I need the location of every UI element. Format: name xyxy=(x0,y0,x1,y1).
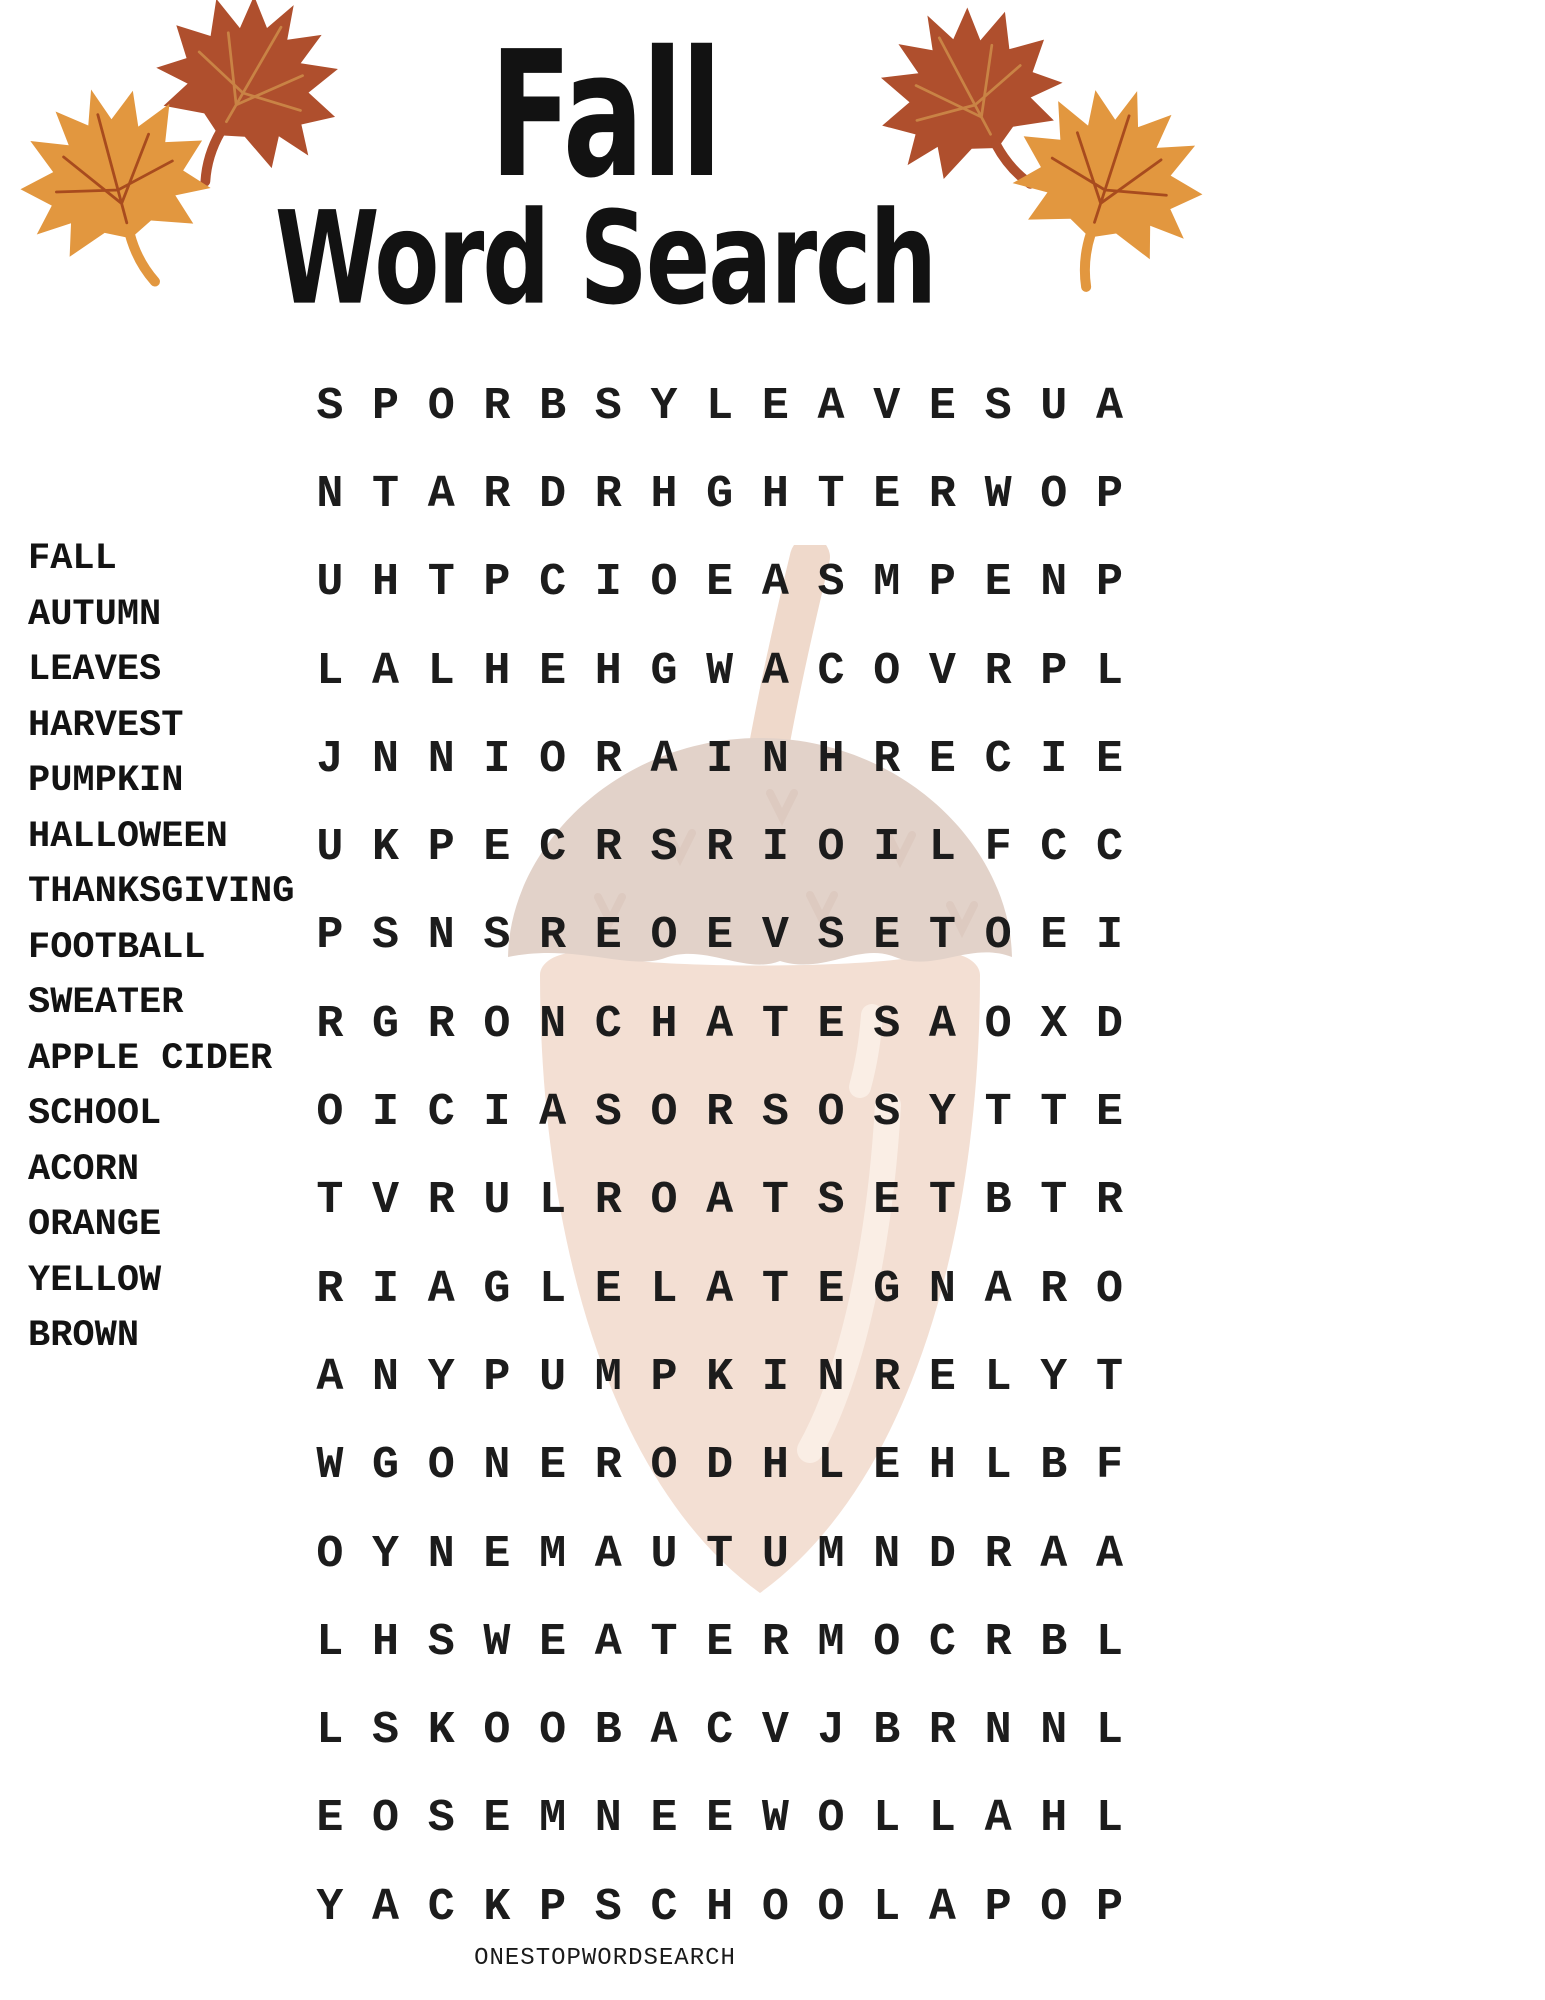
grid-cell: H xyxy=(761,468,789,520)
grid-cell: Y xyxy=(316,1881,344,1933)
grid-cell: W xyxy=(316,1440,344,1492)
grid-cell: P xyxy=(1095,1881,1123,1933)
grid-cell: E xyxy=(873,910,901,962)
grid-cell: E xyxy=(928,733,956,785)
grid-cell: P xyxy=(483,1351,511,1403)
grid-cell: T xyxy=(928,1175,956,1227)
grid-cell: U xyxy=(539,1351,567,1403)
grid-cell: C xyxy=(1040,822,1068,874)
word-list-item: FALL xyxy=(28,538,117,580)
grid-cell: R xyxy=(873,733,901,785)
grid-cell: G xyxy=(650,645,678,697)
grid-cell: O xyxy=(650,1087,678,1139)
grid-cell: I xyxy=(372,1087,400,1139)
grid-cell: B xyxy=(873,1705,901,1757)
grid-cell: C xyxy=(427,1881,455,1933)
grid-cell: R xyxy=(483,380,511,432)
grid-cell: R xyxy=(594,468,622,520)
grid-cell: I xyxy=(483,733,511,785)
grid-cell: C xyxy=(650,1881,678,1933)
grid-cell: R xyxy=(928,1705,956,1757)
grid-cell: A xyxy=(1095,380,1123,432)
grid-cell: O xyxy=(539,1705,567,1757)
grid-cell: I xyxy=(1095,910,1123,962)
grid-cell: R xyxy=(594,733,622,785)
grid-cell: E xyxy=(1040,910,1068,962)
grid-cell: A xyxy=(1040,1528,1068,1580)
grid-cell: D xyxy=(539,468,567,520)
grid-cell: I xyxy=(372,1263,400,1315)
grid-cell: S xyxy=(984,380,1012,432)
grid-cell: O xyxy=(873,1616,901,1668)
grid-cell: N xyxy=(316,468,344,520)
grid-cell: E xyxy=(761,380,789,432)
page-title: Fall xyxy=(489,15,721,218)
grid-cell: T xyxy=(761,998,789,1050)
grid-cell: S xyxy=(372,910,400,962)
grid-cell: R xyxy=(316,998,344,1050)
footer-credit: ONESTOPWORDSEARCH xyxy=(474,1945,736,1972)
grid-cell: S xyxy=(873,1087,901,1139)
grid-cell: C xyxy=(539,557,567,609)
word-list-item: HARVEST xyxy=(28,704,184,747)
grid-cell: T xyxy=(427,557,455,609)
grid-cell: S xyxy=(483,910,511,962)
grid-cell: O xyxy=(817,822,845,874)
grid-cell: W xyxy=(761,1793,789,1845)
grid-cell: E xyxy=(984,557,1012,609)
grid-cell: E xyxy=(706,1793,734,1845)
grid-cell: E xyxy=(706,557,734,609)
grid-cell: A xyxy=(984,1793,1012,1845)
grid-cell: S xyxy=(372,1705,400,1757)
grid-cell: B xyxy=(539,380,567,432)
grid-cell: C xyxy=(706,1705,734,1757)
page-subtitle: Word Search xyxy=(274,185,936,334)
grid-cell: D xyxy=(1095,998,1123,1050)
grid-cell: T xyxy=(984,1087,1012,1139)
word-list-item: SCHOOL xyxy=(28,1093,162,1135)
grid-cell: S xyxy=(427,1616,455,1668)
grid-cell: C xyxy=(539,822,567,874)
grid-cell: I xyxy=(873,822,901,874)
grid-cell: E xyxy=(483,1793,511,1845)
grid-cell: E xyxy=(1095,1087,1123,1139)
grid-cell: O xyxy=(817,1881,845,1933)
grid-cell: S xyxy=(761,1087,789,1139)
letter-grid xyxy=(302,362,1137,1951)
grid-cell: U xyxy=(761,1528,789,1580)
grid-cell: M xyxy=(873,557,901,609)
grid-cell: I xyxy=(761,822,789,874)
grid-cell: L xyxy=(427,645,455,697)
grid-cell: S xyxy=(594,380,622,432)
grid-cell: E xyxy=(706,1616,734,1668)
grid-cell: O xyxy=(427,380,455,432)
grid-cell: N xyxy=(594,1793,622,1845)
word-list xyxy=(28,538,294,1371)
grid-cell: M xyxy=(594,1351,622,1403)
word-list-item: ORANGE xyxy=(28,1204,162,1246)
grid-cell: R xyxy=(594,1175,622,1227)
grid-cell: E xyxy=(873,468,901,520)
grid-cell: A xyxy=(706,1175,734,1227)
grid-cell: O xyxy=(483,998,511,1050)
word-list-item: BROWN xyxy=(28,1315,140,1357)
grid-cell: N xyxy=(483,1440,511,1492)
grid-cell: E xyxy=(650,1793,678,1845)
grid-cell: S xyxy=(594,1087,622,1139)
grid-cell: V xyxy=(761,1705,789,1757)
grid-cell: P xyxy=(316,910,344,962)
grid-cell: P xyxy=(984,1881,1012,1933)
grid-cell: O xyxy=(873,645,901,697)
grid-cell: N xyxy=(873,1528,901,1580)
grid-cell: O xyxy=(761,1881,789,1933)
word-list-item: THANKSGIVING xyxy=(28,871,295,913)
grid-cell: A xyxy=(427,1263,455,1315)
grid-cell: C xyxy=(1095,822,1123,874)
grid-cell: I xyxy=(761,1351,789,1403)
grid-cell: E xyxy=(594,910,622,962)
grid-cell: R xyxy=(1095,1175,1123,1227)
grid-cell: L xyxy=(873,1793,901,1845)
grid-cell: H xyxy=(650,468,678,520)
grid-cell: Y xyxy=(1040,1351,1068,1403)
grid-cell: U xyxy=(1040,380,1068,432)
grid-cell: O xyxy=(984,910,1012,962)
grid-cell: E xyxy=(928,1351,956,1403)
grid-cell: P xyxy=(483,557,511,609)
grid-cell: L xyxy=(873,1881,901,1933)
grid-cell: O xyxy=(483,1705,511,1757)
grid-cell: B xyxy=(1040,1440,1068,1492)
grid-cell: N xyxy=(928,1263,956,1315)
grid-cell: P xyxy=(1095,468,1123,520)
grid-cell: B xyxy=(594,1705,622,1757)
grid-cell: E xyxy=(539,645,567,697)
grid-cell: U xyxy=(650,1528,678,1580)
grid-cell: R xyxy=(984,1528,1012,1580)
grid-cell: Y xyxy=(427,1351,455,1403)
grid-cell: R xyxy=(316,1263,344,1315)
grid-cell: O xyxy=(316,1087,344,1139)
grid-cell: L xyxy=(1095,1793,1123,1845)
grid-cell: T xyxy=(761,1263,789,1315)
grid-cell: A xyxy=(817,380,845,432)
grid-cell: H xyxy=(928,1440,956,1492)
grid-cell: P xyxy=(650,1351,678,1403)
grid-cell: R xyxy=(706,1087,734,1139)
grid-cell: Y xyxy=(650,380,678,432)
grid-cell: N xyxy=(761,733,789,785)
grid-cell: O xyxy=(427,1440,455,1492)
grid-cell: N xyxy=(984,1705,1012,1757)
grid-cell: H xyxy=(372,557,400,609)
grid-cell: E xyxy=(483,1528,511,1580)
grid-cell: E xyxy=(539,1440,567,1492)
grid-cell: G xyxy=(372,1440,400,1492)
grid-cell: G xyxy=(483,1263,511,1315)
grid-cell: C xyxy=(817,645,845,697)
grid-cell: H xyxy=(817,733,845,785)
grid-cell: I xyxy=(483,1087,511,1139)
grid-cell: L xyxy=(650,1263,678,1315)
grid-cell: P xyxy=(539,1881,567,1933)
grid-cell: G xyxy=(873,1263,901,1315)
grid-cell: I xyxy=(706,733,734,785)
grid-cell: A xyxy=(372,1881,400,1933)
grid-cell: R xyxy=(539,910,567,962)
grid-cell: H xyxy=(483,645,511,697)
grid-cell: O xyxy=(1095,1263,1123,1315)
grid-cell: R xyxy=(427,1175,455,1227)
grid-cell: L xyxy=(984,1351,1012,1403)
grid-cell: O xyxy=(650,1175,678,1227)
grid-cell: O xyxy=(539,733,567,785)
grid-cell: L xyxy=(817,1440,845,1492)
grid-cell: H xyxy=(650,998,678,1050)
grid-cell: J xyxy=(316,733,344,785)
grid-cell: C xyxy=(928,1616,956,1668)
grid-cell: T xyxy=(1095,1351,1123,1403)
grid-cell: P xyxy=(1095,557,1123,609)
grid-cell: I xyxy=(594,557,622,609)
grid-cell: R xyxy=(594,1440,622,1492)
grid-cell: Y xyxy=(928,1087,956,1139)
grid-cell: L xyxy=(984,1440,1012,1492)
grid-cell: F xyxy=(984,822,1012,874)
grid-cell: C xyxy=(594,998,622,1050)
grid-cell: H xyxy=(1040,1793,1068,1845)
grid-cell: P xyxy=(372,380,400,432)
grid-cell: R xyxy=(761,1616,789,1668)
grid-cell: K xyxy=(706,1351,734,1403)
grid-cell: F xyxy=(1095,1440,1123,1492)
grid-cell: G xyxy=(372,998,400,1050)
grid-cell: T xyxy=(372,468,400,520)
grid-cell: A xyxy=(594,1616,622,1668)
grid-cell: N xyxy=(539,998,567,1050)
grid-cell: S xyxy=(594,1881,622,1933)
grid-cell: U xyxy=(316,822,344,874)
grid-cell: L xyxy=(539,1263,567,1315)
grid-cell: A xyxy=(594,1528,622,1580)
grid-cell: R xyxy=(427,998,455,1050)
grid-cell: M xyxy=(817,1616,845,1668)
word-list-item: ACORN xyxy=(28,1148,140,1191)
grid-cell: O xyxy=(372,1793,400,1845)
grid-cell: L xyxy=(928,822,956,874)
grid-cell: S xyxy=(873,998,901,1050)
grid-cell: H xyxy=(761,1440,789,1492)
grid-cell: P xyxy=(1040,645,1068,697)
grid-cell: T xyxy=(928,910,956,962)
grid-cell: W xyxy=(984,468,1012,520)
grid-cell: E xyxy=(817,998,845,1050)
grid-cell: N xyxy=(372,733,400,785)
word-list-item: HALLOWEEN xyxy=(28,815,228,858)
grid-cell: O xyxy=(817,1087,845,1139)
grid-cell: R xyxy=(873,1351,901,1403)
grid-cell: A xyxy=(706,998,734,1050)
grid-cell: T xyxy=(817,468,845,520)
grid-cell: T xyxy=(761,1175,789,1227)
grid-cell: E xyxy=(483,822,511,874)
grid-cell: A xyxy=(427,468,455,520)
grid-cell: T xyxy=(706,1528,734,1580)
grid-cell: B xyxy=(984,1175,1012,1227)
grid-cell: N xyxy=(427,733,455,785)
grid-cell: R xyxy=(706,822,734,874)
grid-cell: K xyxy=(372,822,400,874)
grid-cell: W xyxy=(706,645,734,697)
word-list-item: PUMPKIN xyxy=(28,760,184,802)
grid-cell: S xyxy=(817,910,845,962)
grid-cell: U xyxy=(483,1175,511,1227)
grid-cell: A xyxy=(928,1881,956,1933)
word-list-item: APPLE CIDER xyxy=(28,1037,273,1080)
grid-cell: A xyxy=(316,1351,344,1403)
grid-cell: S xyxy=(316,380,344,432)
grid-cell: X xyxy=(1040,998,1068,1050)
grid-cell: O xyxy=(817,1793,845,1845)
grid-cell: O xyxy=(984,998,1012,1050)
grid-cell: U xyxy=(316,557,344,609)
grid-cell: E xyxy=(873,1175,901,1227)
grid-cell: T xyxy=(316,1175,344,1227)
grid-cell: A xyxy=(650,1705,678,1757)
grid-cell: N xyxy=(1040,557,1068,609)
grid-cell: C xyxy=(427,1087,455,1139)
grid-cell: V xyxy=(761,910,789,962)
grid-cell: O xyxy=(1040,468,1068,520)
grid-cell: M xyxy=(539,1793,567,1845)
grid-cell: I xyxy=(1040,733,1068,785)
grid-cell: L xyxy=(539,1175,567,1227)
grid-cell: M xyxy=(539,1528,567,1580)
grid-cell: V xyxy=(372,1175,400,1227)
grid-cell: E xyxy=(539,1616,567,1668)
word-list-item: FOOTBALL xyxy=(28,926,206,969)
grid-cell: T xyxy=(650,1616,678,1668)
grid-cell: N xyxy=(1040,1705,1068,1757)
grid-cell: L xyxy=(1095,1616,1123,1668)
grid-cell: D xyxy=(706,1440,734,1492)
grid-cell: L xyxy=(1095,1705,1123,1757)
grid-cell: P xyxy=(427,822,455,874)
grid-cell: G xyxy=(706,468,734,520)
grid-cell: A xyxy=(372,645,400,697)
word-list-item: SWEATER xyxy=(28,982,184,1024)
grid-cell: O xyxy=(650,1440,678,1492)
grid-cell: R xyxy=(984,645,1012,697)
grid-cell: V xyxy=(928,645,956,697)
grid-cell: L xyxy=(316,1616,344,1668)
grid-cell: E xyxy=(316,1793,344,1845)
grid-cell: S xyxy=(427,1793,455,1845)
grid-cell: A xyxy=(539,1087,567,1139)
grid-cell: N xyxy=(372,1351,400,1403)
grid-cell: R xyxy=(594,822,622,874)
grid-cell: A xyxy=(761,557,789,609)
grid-cell: L xyxy=(706,380,734,432)
grid-cell: A xyxy=(1095,1528,1123,1580)
grid-cell: A xyxy=(761,645,789,697)
grid-cell: R xyxy=(984,1616,1012,1668)
grid-cell: L xyxy=(1095,645,1123,697)
word-list-item: LEAVES xyxy=(28,649,162,691)
grid-cell: B xyxy=(1040,1616,1068,1668)
grid-cell: E xyxy=(873,1440,901,1492)
grid-cell: T xyxy=(1040,1175,1068,1227)
word-list-item: YELLOW xyxy=(28,1259,162,1302)
grid-cell: N xyxy=(817,1351,845,1403)
grid-cell: D xyxy=(928,1528,956,1580)
grid-cell: K xyxy=(427,1705,455,1757)
grid-cell: W xyxy=(483,1616,511,1668)
grid-cell: H xyxy=(594,645,622,697)
grid-cell: S xyxy=(650,822,678,874)
grid-cell: J xyxy=(817,1705,845,1757)
grid-cell: A xyxy=(928,998,956,1050)
grid-cell: A xyxy=(706,1263,734,1315)
grid-cell: H xyxy=(706,1881,734,1933)
grid-cell: L xyxy=(316,645,344,697)
grid-cell: C xyxy=(984,733,1012,785)
grid-cell: R xyxy=(1040,1263,1068,1315)
grid-cell: N xyxy=(427,1528,455,1580)
grid-cell: A xyxy=(650,733,678,785)
grid-cell: E xyxy=(928,380,956,432)
grid-cell: E xyxy=(706,910,734,962)
grid-cell: T xyxy=(1040,1087,1068,1139)
grid-cell: S xyxy=(817,557,845,609)
grid-cell: N xyxy=(427,910,455,962)
grid-cell: R xyxy=(928,468,956,520)
word-list-item: AUTUMN xyxy=(28,593,162,636)
grid-cell: O xyxy=(316,1528,344,1580)
grid-cell: M xyxy=(817,1528,845,1580)
grid-cell: E xyxy=(1095,733,1123,785)
grid-cell: S xyxy=(817,1175,845,1227)
grid-cell: O xyxy=(650,910,678,962)
grid-cell: E xyxy=(594,1263,622,1315)
grid-cell: O xyxy=(650,557,678,609)
grid-cell: K xyxy=(483,1881,511,1933)
grid-cell: L xyxy=(316,1705,344,1757)
grid-cell: V xyxy=(873,380,901,432)
grid-cell: O xyxy=(1040,1881,1068,1933)
grid-cell: E xyxy=(817,1263,845,1315)
grid-cell: A xyxy=(984,1263,1012,1315)
grid-cell: P xyxy=(928,557,956,609)
grid-cell: Y xyxy=(372,1528,400,1580)
grid-cell: R xyxy=(483,468,511,520)
grid-cell: L xyxy=(928,1793,956,1845)
grid-cell: H xyxy=(372,1616,400,1668)
